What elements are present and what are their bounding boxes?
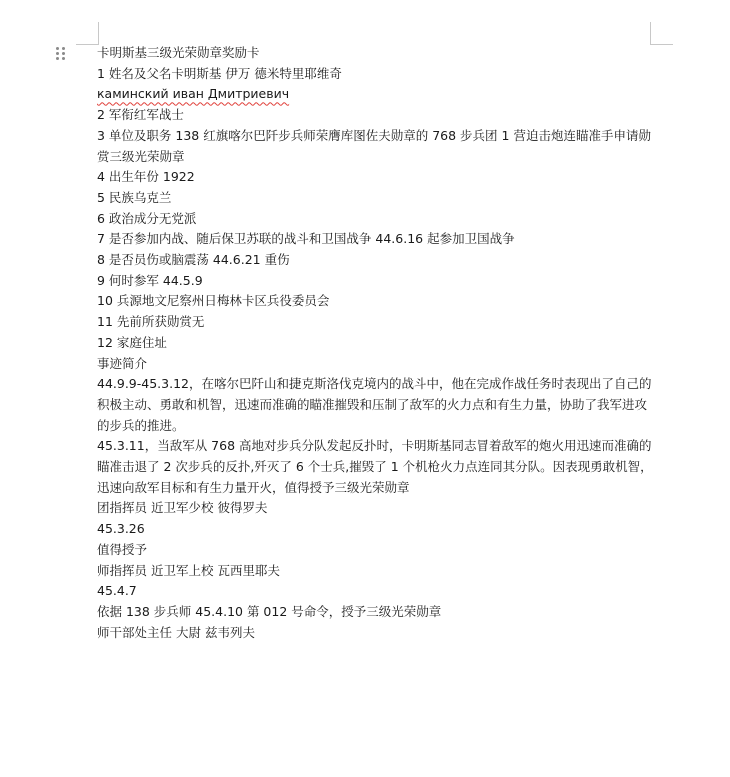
field-enlisted: 9 何时参军 44.5.9 <box>97 272 203 288</box>
field-war-participation: 7 是否参加内战、随后保卫苏联的战斗和卫国战争 44.6.16 起参加卫国战争 <box>97 231 515 247</box>
field-birth-year: 4 出生年份 1922 <box>97 169 195 185</box>
regiment-date: 45.3.26 <box>97 521 145 537</box>
field-address: 12 家庭住址 <box>97 334 167 350</box>
field-name-russian: каминский иван Дмитриевич <box>97 86 290 102</box>
award-order: 依据 138 步兵师 45.4.10 第 012 号命令，授予三级光荣勋章 <box>97 603 442 619</box>
regiment-commander: 团指挥员 近卫军少校 彼得罗夫 <box>97 500 268 516</box>
division-endorsement: 值得授予 <box>97 541 148 557</box>
personnel-chief: 师干部处主任 大尉 兹韦列夫 <box>97 624 255 640</box>
drag-handle-icon[interactable] <box>56 47 66 61</box>
document-body[interactable] <box>97 43 657 643</box>
division-commander: 师指挥员 近卫军上校 瓦西里耶夫 <box>97 562 280 578</box>
field-rank: 2 军衔红军战士 <box>97 107 184 123</box>
field-name: 1 姓名及父名卡明斯基 伊万 德米特里耶维奇 <box>97 65 342 81</box>
deeds-paragraph-2: 45.3.11，当敌军从 768 高地对步兵分队发起反扑时，卡明斯基同志冒着敌军的炮火用迅速而准确的瞄准击退了 2 次步兵的反扑,歼灭了 6 个士兵,摧毁了 1 个机枪火力点连同其分队。因表现勇敢机智，迅速向敌军目标和有生力量开火，值得授予三级光荣勋章 <box>97 438 653 495</box>
field-nationality: 5 民族乌克兰 <box>97 189 172 205</box>
division-date: 45.4.7 <box>97 583 137 599</box>
field-wounds: 8 是否员伤或脑震荡 44.6.21 重伤 <box>97 252 290 268</box>
margin-corner-top-right <box>650 22 673 45</box>
field-prior-awards: 11 先前所获勋赏无 <box>97 314 205 330</box>
margin-corner-top-left <box>76 22 99 45</box>
deeds-paragraph-1: 44.9.9-45.3.12，在喀尔巴阡山和捷克斯洛伐克境内的战斗中，他在完成作战任务时表现出了自己的积极主动、勇敢和机智，迅速而准确的瞄准摧毁和压制了敌军的火力点和有生力量，协助了我军进攻的步兵的推进。 <box>97 376 652 433</box>
card-title: 卡明斯基三级光荣勋章奖励卡 <box>97 45 260 60</box>
field-party: 6 政治成分无党派 <box>97 210 197 226</box>
field-draft-office: 10 兵源地文尼察州日梅林卡区兵役委员会 <box>97 293 330 309</box>
field-unit: 3 单位及职务 138 红旗喀尔巴阡步兵师荣膺库图佐夫勋章的 768 步兵团 1 营迫击炮连瞄准手申请勋赏三级光荣勋章 <box>97 127 651 164</box>
section-heading-deeds: 事迹简介 <box>97 355 148 371</box>
